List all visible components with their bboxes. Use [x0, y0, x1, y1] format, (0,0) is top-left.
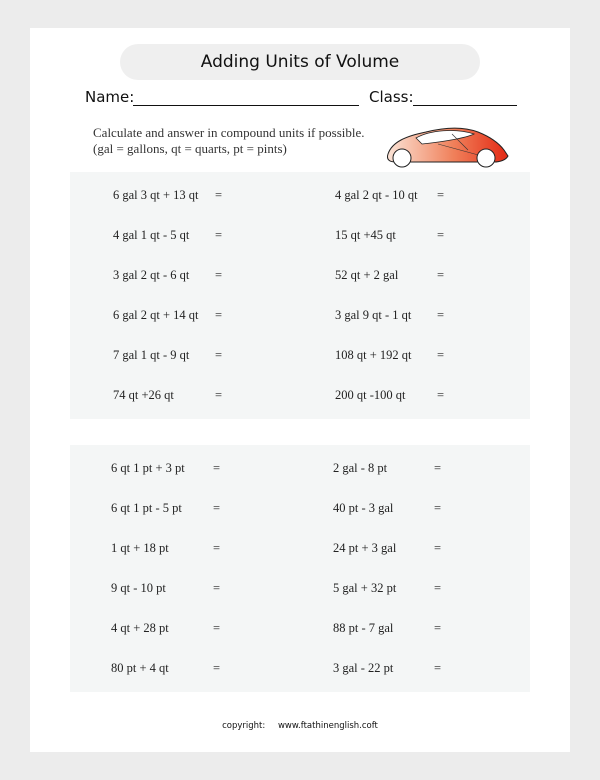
problem-4-right: 3 gal 9 qt - 1 qt [335, 308, 412, 322]
problem-1-right: 4 gal 2 qt - 10 qt [335, 188, 418, 202]
problem-9-left: 1 qt + 18 pt [111, 541, 169, 555]
problem-6-left: 74 qt +26 qt [113, 388, 174, 402]
problem-10-right: 5 gal + 32 pt [333, 581, 397, 595]
worksheet-page [30, 28, 570, 752]
equals-sign: = [213, 621, 221, 635]
equals-sign: = [213, 461, 221, 475]
equals-sign: = [434, 581, 442, 595]
copyright-label: copyright: [222, 721, 266, 731]
copyright-site-link[interactable]: www.ftathinenglish.coft [277, 721, 378, 731]
equals-sign: = [213, 501, 221, 515]
equals-sign: = [215, 348, 223, 362]
equals-sign: = [213, 541, 221, 555]
equals-sign: = [434, 621, 442, 635]
problem-11-right: 88 pt - 7 gal [333, 621, 394, 635]
name-blank-line[interactable] [133, 105, 359, 106]
copyright-footer [30, 721, 570, 731]
problem-2-right: 15 qt +45 qt [335, 228, 396, 242]
problem-panel-1 [70, 172, 530, 419]
problem-12-left: 80 pt + 4 qt [111, 661, 169, 675]
equals-sign: = [215, 188, 223, 202]
equals-sign: = [434, 461, 442, 475]
worksheet-title: Adding Units of Volume [120, 44, 480, 80]
equals-sign: = [215, 388, 223, 402]
equals-sign: = [434, 661, 442, 675]
equals-sign: = [437, 308, 445, 322]
equals-sign: = [215, 268, 223, 282]
equals-sign: = [437, 228, 445, 242]
equals-sign: = [213, 581, 221, 595]
class-blank-line[interactable] [413, 105, 517, 106]
sports-car-icon [382, 120, 514, 168]
equals-sign: = [215, 308, 223, 322]
equals-sign: = [215, 228, 223, 242]
problem-6-right: 200 qt -100 qt [335, 388, 406, 402]
problem-8-left: 6 qt 1 pt - 5 pt [111, 501, 182, 515]
equals-sign: = [434, 501, 442, 515]
problem-2-left: 4 gal 1 qt - 5 qt [113, 228, 190, 242]
equals-sign: = [437, 388, 445, 402]
problem-7-right: 2 gal - 8 pt [333, 461, 388, 475]
instructions-line-2: (gal = gallons, qt = quarts, pt = pints) [93, 141, 287, 156]
name-class-row [85, 88, 525, 112]
problem-7-left: 6 qt 1 pt + 3 pt [111, 461, 185, 475]
problem-panel-2 [70, 445, 530, 692]
equals-sign: = [434, 541, 442, 555]
equals-sign: = [213, 661, 221, 675]
problem-9-right: 24 pt + 3 gal [333, 541, 397, 555]
problem-12-right: 3 gal - 22 pt [333, 661, 394, 675]
problem-1-left: 6 gal 3 qt + 13 qt [113, 188, 199, 202]
problem-5-left: 7 gal 1 qt - 9 qt [113, 348, 190, 362]
instructions [93, 125, 393, 157]
equals-sign: = [437, 268, 445, 282]
problem-3-left: 3 gal 2 qt - 6 qt [113, 268, 190, 282]
problem-4-left: 6 gal 2 qt + 14 qt [113, 308, 199, 322]
problem-10-left: 9 qt - 10 pt [111, 581, 166, 595]
problem-8-right: 40 pt - 3 gal [333, 501, 394, 515]
class-label: Class: [369, 88, 414, 106]
equals-sign: = [437, 348, 445, 362]
name-label: Name: [85, 88, 135, 106]
problem-11-left: 4 qt + 28 pt [111, 621, 169, 635]
problem-5-right: 108 qt + 192 qt [335, 348, 412, 362]
equals-sign: = [437, 188, 445, 202]
problem-3-right: 52 qt + 2 gal [335, 268, 399, 282]
instructions-line-1: Calculate and answer in compound units if possible. [93, 125, 365, 140]
